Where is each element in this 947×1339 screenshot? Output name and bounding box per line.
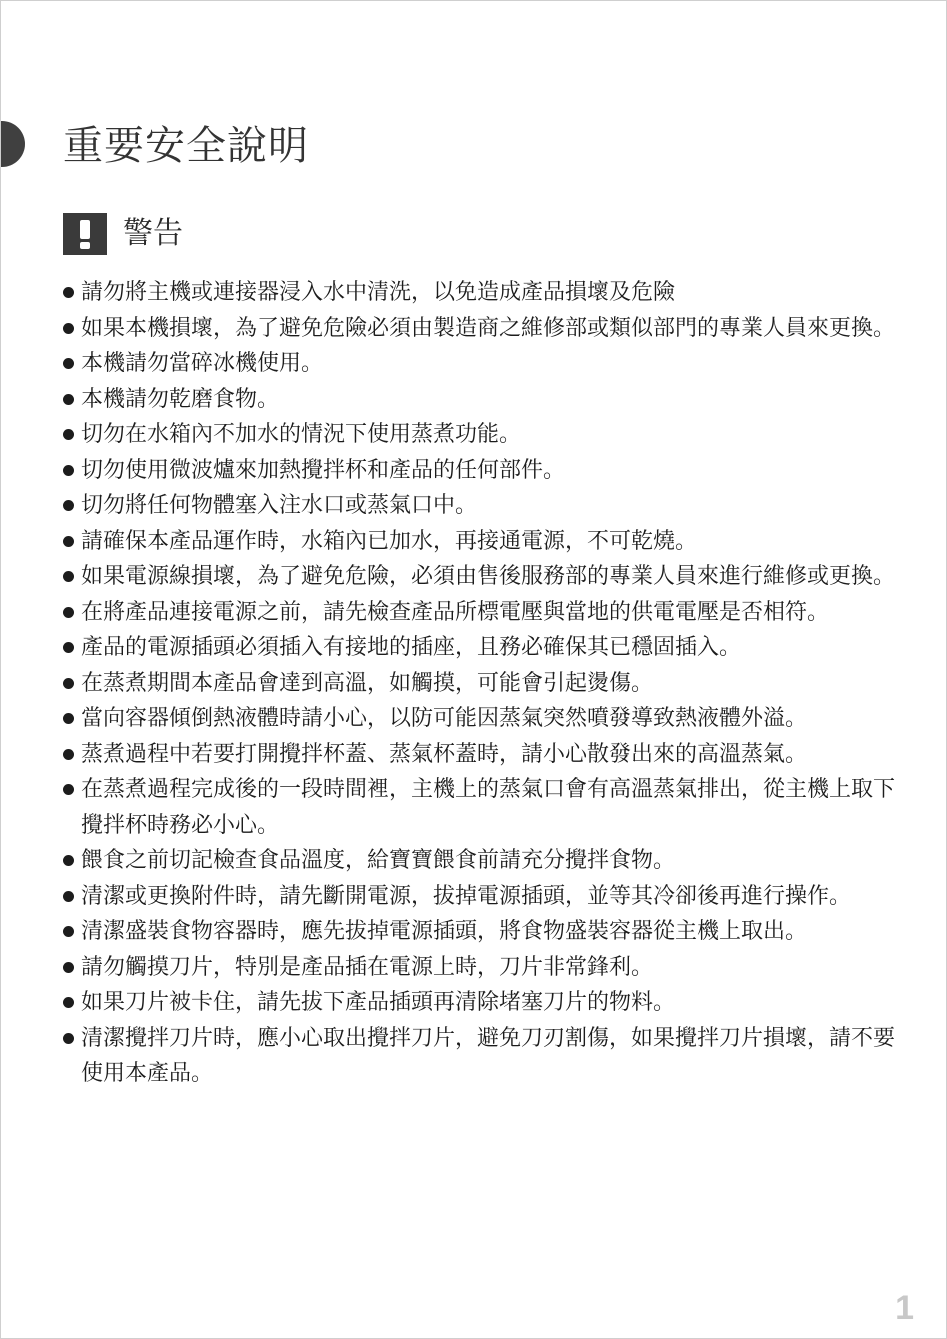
list-item-text: 本機請勿當碎冰機使用。 [81, 351, 324, 376]
list-item-text: 本機請勿乾磨食物。 [81, 386, 280, 412]
list-item-text: 請確保本產品運作時，水箱內已加水，再接通電源，不可乾燒。 [81, 528, 698, 554]
list-item [61, 950, 913, 986]
list-item [61, 417, 913, 453]
bullet-icon [61, 630, 81, 666]
bullet-icon [61, 453, 81, 489]
bullet-icon [61, 666, 81, 702]
bullet-icon [61, 737, 81, 773]
list-item [61, 595, 913, 631]
list-item [61, 985, 913, 1021]
list-item-text: 產品的電源插頭必須插入有接地的插座，且務必確保其已穩固插入。 [81, 635, 742, 660]
bullet-icon [61, 346, 81, 382]
list-item [61, 453, 913, 489]
bullet-icon [61, 417, 81, 453]
list-item-text: 切勿在水箱內不加水的情況下使用蒸煮功能。 [81, 422, 522, 447]
list-item [61, 382, 913, 418]
list-item [61, 701, 913, 737]
list-item-text: 蒸煮過程中若要打開攪拌杯蓋、蒸氣杯蓋時，請小心散發出來的高溫蒸氣。 [81, 741, 808, 767]
list-item [61, 630, 913, 666]
warning-label: 警告 [123, 216, 183, 251]
list-item-text: 在蒸煮期間本產品會達到高溫，如觸摸，可能會引起燙傷。 [81, 670, 654, 696]
list-item-text: 清潔盛裝食物容器時，應先拔掉電源插頭，將食物盛裝容器從主機上取出。 [81, 919, 808, 944]
list-item-text: 請勿將主機或連接器浸入水中清洗，以免造成產品損壞及危險 [81, 280, 676, 305]
list-item [61, 524, 913, 560]
exclamation-icon [63, 213, 107, 255]
list-item [61, 914, 913, 950]
list-item-text: 在蒸煮過程完成後的一段時間裡，主機上的蒸氣口會有高溫蒸氣排出，從主機上取下攪拌杯時務必小心。 [81, 777, 896, 838]
bullet-icon [61, 275, 81, 311]
list-item-text: 清潔攪拌刀片時，應小心取出攪拌刀片，避免刀刃割傷，如果攪拌刀片損壞，請不要使用本產品。 [81, 1025, 896, 1086]
list-item-text: 切勿使用微波爐來加熱攪拌杯和產品的任何部件。 [81, 457, 566, 483]
list-item-text: 當向容器傾倒熱液體時請小心，以防可能因蒸氣突然噴發導致熱液體外溢。 [81, 706, 808, 731]
list-item [61, 772, 913, 843]
bullet-icon [61, 843, 81, 879]
bullet-icon [61, 879, 81, 915]
list-item [61, 488, 913, 524]
bullet-icon [61, 914, 81, 950]
list-item [61, 1021, 913, 1092]
bullet-icon [61, 595, 81, 631]
section-tab-marker [0, 121, 25, 167]
bullet-icon [61, 488, 81, 524]
bullet-icon [61, 950, 81, 986]
list-item [61, 559, 913, 595]
list-item [61, 666, 913, 702]
bullet-icon [61, 382, 81, 418]
list-item-text: 餵食之前切記檢查食品溫度，給寶寶餵食前請充分攪拌食物。 [81, 848, 676, 873]
bullet-icon [61, 1021, 81, 1057]
list-item-text: 如果電源線損壞，為了避免危險，必須由售後服務部的專業人員來進行維修或更換。 [81, 564, 896, 589]
warning-header [63, 213, 183, 255]
bullet-icon [61, 559, 81, 595]
list-item [61, 311, 913, 347]
list-item [61, 346, 913, 382]
list-item-text: 切勿將任何物體塞入注水口或蒸氣口中。 [81, 493, 478, 518]
list-item-text: 如果刀片被卡住，請先拔下產品插頭再清除堵塞刀片的物料。 [81, 990, 676, 1015]
page-number: 1 [895, 1289, 914, 1327]
list-item-text: 請勿觸摸刀片，特別是產品插在電源上時，刀片非常鋒利。 [81, 954, 654, 980]
list-item [61, 275, 913, 311]
list-item [61, 843, 913, 879]
bullet-icon [61, 701, 81, 737]
list-item-text: 在將產品連接電源之前，請先檢查產品所標電壓與當地的供電電壓是否相符。 [81, 599, 830, 625]
list-item-text: 如果本機損壞，為了避免危險必須由製造商之維修部或類似部門的專業人員來更換。 [81, 315, 896, 341]
page-title: 重要安全說明 [63, 123, 309, 169]
bullet-icon [61, 524, 81, 560]
list-item [61, 737, 913, 773]
list-item-text: 清潔或更換附件時，請先斷開電源，拔掉電源插頭，並等其冷卻後再進行操作。 [81, 883, 852, 909]
bullet-icon [61, 311, 81, 347]
warning-list [61, 275, 913, 1092]
list-item [61, 879, 913, 915]
bullet-icon [61, 772, 81, 808]
bullet-icon [61, 985, 81, 1021]
